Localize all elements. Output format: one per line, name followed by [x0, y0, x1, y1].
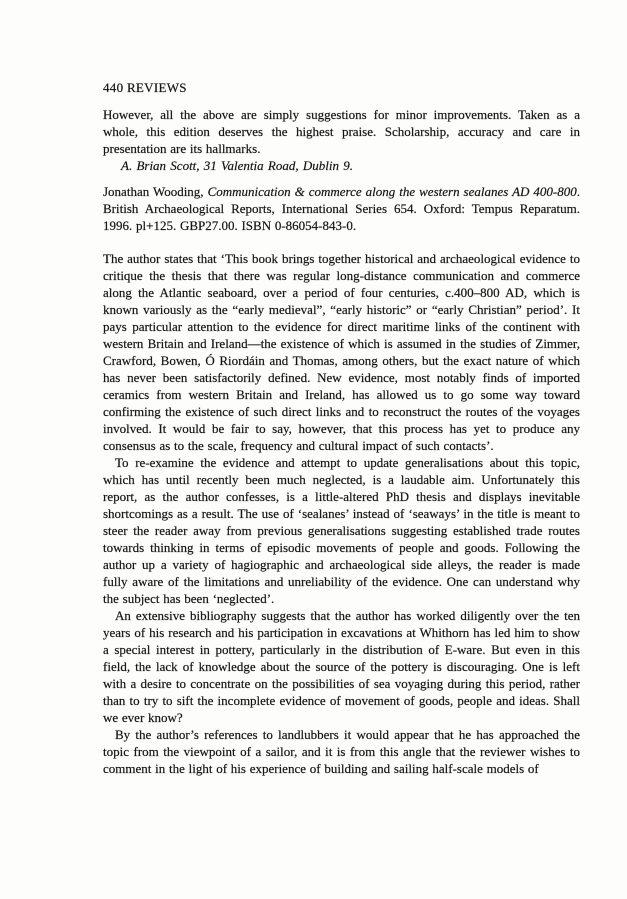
review-paragraph: The author states that ‘This book brings together historical and archaeological evidence to critique the thesis that there was regular long-distance communication and commerce along the Atlantic seaboard, over a period of four centuries, c.400–800 AD, which is known variously as the “early medieval”, “early historic” or “early Christian” period’. It pays particular attention to the evidence for direct maritime links of the continent with western Britain and Ireland—the existence of which is assumed in the studies of Zimmer, Crawford, Bowen, Ó Riordáin and Thomas, among others, but the exact nature of which has never been satisfactorily defined. New evidence, most notably finds of imported ceramics from western Britain and Ireland, has allowed us to go some way toward confirming the existence of such direct links and to reconstruct the routes of the voyages involved. It would be fair to say, however, that this process has yet to produce any consensus as to the scale, frequency and cultural impact of such contacts’.	[103, 251, 580, 453]
page-number-and-section-label: 440 REVIEWS	[103, 80, 187, 95]
running-header	[103, 79, 580, 96]
book-citation	[103, 183, 580, 234]
citation-author: Jonathan Wooding,	[103, 184, 208, 199]
review-paragraph: By the author’s references to landlubbers it would appear that he has approached the topic from the viewpoint of a sailor, and it is from this angle that the reviewer wishes to comment in the light of his experience of building and sailing half-scale models of	[103, 727, 580, 776]
citation-publication-details: . British Archaeological Reports, International Series 654. Oxford: Tempus Reparatum. 1996. pl+125. GBP27.00. ISBN 0-86054-843-0.	[103, 184, 580, 233]
reviewer-byline: A. Brian Scott, 31 Valentia Road, Dublin 9.	[121, 158, 353, 173]
previous-review-conclusion-paragraph: However, all the above are simply suggestions for minor improvements. Taken as a whole, this edition deserves the highest praise. Scholarship, accuracy and care in presentation are its hallmarks.	[103, 107, 580, 156]
review-paragraph: An extensive bibliography suggests that the author has worked diligently over the ten years of his research and his participation in excavations at Whithorn has led him to show a special interest in pottery, particularly in the distribution of E-ware. But even in this field, the lack of knowledge about the source of the pottery is discouraging. One is left with a desire to concentrate on the possibilities of sea voyaging during this period, rather than to try to sift the incomplete evidence of movement of goods, people and ideas. Shall we ever know?	[103, 608, 580, 725]
review-paragraph: To re-examine the evidence and attempt to update generalisations about this topic, which has until recently been much neglected, is a laudable aim. Unfortunately this report, as the author confesses, is a little-altered PhD thesis and displays inevitable shortcomings as a result. The use of ‘sealanes’ instead of ‘seaways’ in the title is meant to steer the reader away from previous generalisations suggesting established trade routes towards thinking in terms of episodic movements of people and goods. Following the author up a variety of hagiographic and archaeological side alleys, the reader is made fully aware of the limitations and unreliability of the evidence. One can understand why the subject has been ‘neglected’.	[103, 455, 580, 606]
citation-book-title: Communication & commerce along the western sealanes AD 400-800	[207, 184, 577, 199]
